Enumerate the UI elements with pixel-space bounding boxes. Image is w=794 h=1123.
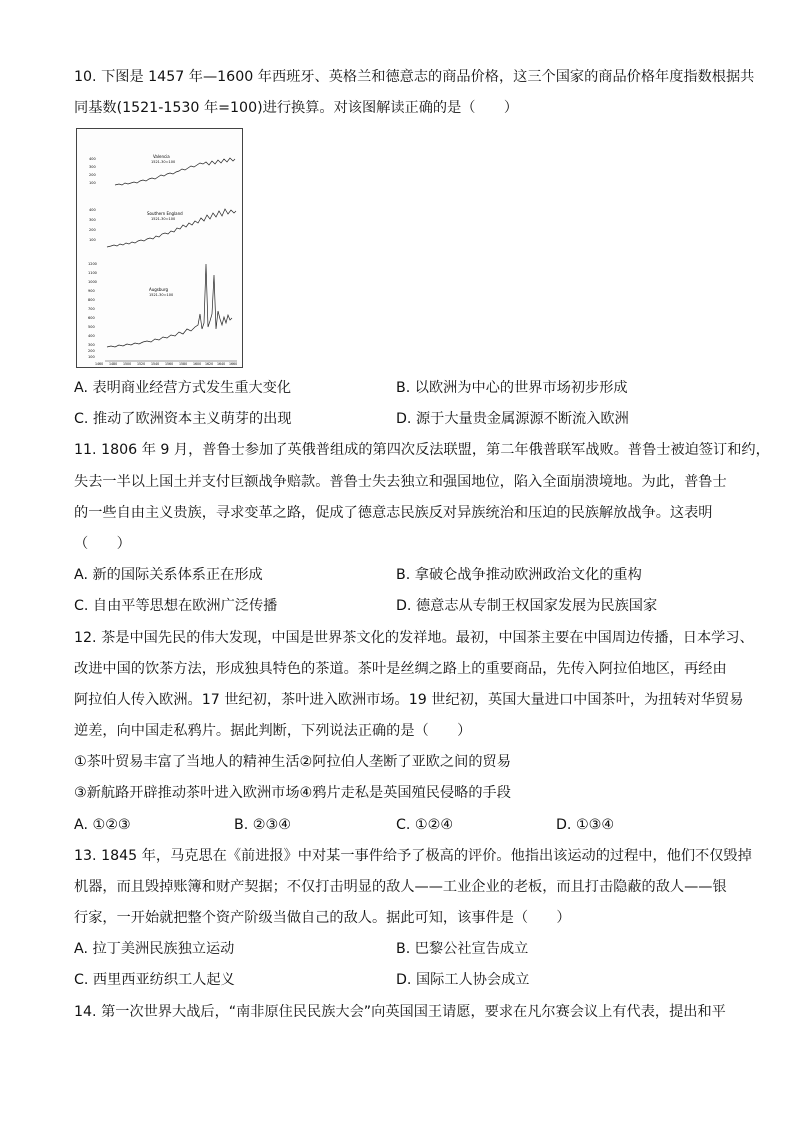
- q12-option-a: A. ①②③: [74, 817, 131, 833]
- x-tick-label: 1580: [179, 362, 188, 366]
- y-tick-label: 100: [89, 181, 96, 185]
- x-axis-labels: [95, 362, 237, 366]
- x-tick-label: 1480: [109, 362, 118, 366]
- q11-option-a: A. 新的国际关系体系正在形成: [74, 567, 263, 583]
- x-tick-label: 1540: [151, 362, 160, 366]
- y-tick-label: 700: [88, 307, 95, 311]
- y-tick-label: 1100: [88, 271, 97, 275]
- y-tick-label: 1000: [88, 280, 97, 284]
- augsburg-price-line: [107, 264, 232, 347]
- q13-stem-line1: 13. 1845 年，马克思在《前进报》中对某一事件给予了极高的评价。他指出该运动的过程中，他们不仅毁掉: [74, 848, 752, 864]
- q11-option-d: D. 德意志从专制王权国家发展为民族国家: [396, 598, 658, 614]
- y-tick-label: 900: [88, 289, 95, 293]
- q11-stem-line3: 的一些自由主义贵族，寻求变革之路，促成了德意志民族反对异族统治和压迫的民族解放战争。这表明: [74, 505, 713, 521]
- x-tick-label: 1660: [229, 362, 238, 366]
- q13-option-a: A. 拉丁美洲民族独立运动: [74, 941, 235, 957]
- y-tick-label: 300: [88, 343, 95, 347]
- q13-option-d: D. 国际工人协会成立: [396, 972, 530, 988]
- q12-stem-line3: 阿拉伯人传入欧洲。17 世纪初，茶叶进入欧洲市场。19 世纪初，英国大量进口中国茶叶，为扭转对华贸易: [74, 692, 744, 708]
- x-tick-label: 1520: [137, 362, 146, 366]
- q12-stem-line4: 逆差，向中国走私鸦片。据此判断，下列说法正确的是（ ）: [74, 723, 472, 739]
- q11-stem-line2: 失去一半以上国土并支付巨额战争赔款。普鲁士失去独立和强国地位，陷入全面崩溃境地。为此，普鲁士: [74, 474, 727, 490]
- y-tick-label: 1200: [88, 262, 97, 266]
- x-tick-label: 1640: [217, 362, 226, 366]
- y-tick-label: 400: [89, 157, 96, 161]
- q12-option-b: B. ②③④: [234, 817, 291, 833]
- y-tick-label: 100: [89, 238, 96, 242]
- y-tick-label: 300: [89, 165, 96, 169]
- q11-stem-line4: （ ）: [74, 536, 131, 552]
- q12-statements-1: ①茶叶贸易丰富了当地人的精神生活②阿拉伯人垄断了亚欧之间的贸易: [74, 754, 511, 770]
- q12-option-c: C. ①②④: [396, 817, 454, 833]
- y-tick-label: 200: [89, 173, 96, 177]
- y-tick-label: 200: [88, 349, 95, 353]
- q10-option-d: D. 源于大量贵金属源源不断流入欧洲: [396, 411, 629, 427]
- q14-stem-line1: 14. 第一次世界大战后，“南非原住民民族大会”向英国国王请愿，要求在凡尔赛会议上有代表，提出和平: [74, 1004, 726, 1020]
- panel-title: Valencia: [153, 154, 170, 159]
- panel-augsburg: [88, 262, 237, 361]
- q10-option-c: C. 推动了欧洲资本主义萌芽的出现: [74, 411, 292, 427]
- q11-option-b: B. 拿破仑战争推动欧洲政治文化的重构: [396, 567, 642, 583]
- x-tick-label: 1620: [205, 362, 214, 366]
- panel-southern-england: [89, 208, 236, 247]
- panel-subtitle: 1521-30=100: [149, 293, 174, 297]
- x-tick-label: 1500: [123, 362, 132, 366]
- y-tick-label: 800: [88, 298, 95, 302]
- q10-stem-line1: 10. 下图是 1457 年—1600 年西班牙、英格兰和德意志的商品价格，这三个国家的商品价格年度指数根据共: [74, 69, 755, 85]
- x-tick-label: 1560: [165, 362, 174, 366]
- q12-stem-line2: 改进中国的饮茶方法，形成独具特色的茶道。茶叶是丝绸之路上的重要商品，先传入阿拉伯地区，再经由: [74, 661, 727, 677]
- q11-stem-line1: 11. 1806 年 9 月，普鲁士参加了英俄普组成的第四次反法联盟，第二年俄普联军战败。普鲁士被迫签订和约，: [74, 442, 770, 458]
- panel-subtitle: 1521-30=100: [151, 160, 176, 164]
- q13-stem-line2: 机器，而且毁掉账簿和财产契据；不仅打击明显的敌人——工业企业的老板，而且打击隐蔽的敌人——银: [74, 879, 727, 895]
- q10-option-a: A. 表明商业经营方式发生重大变化: [74, 380, 292, 396]
- q12-option-d: D. ①③④: [556, 817, 615, 833]
- q13-option-c: C. 西里西亚纺织工人起义: [74, 972, 235, 988]
- x-tick-label: 1600: [193, 362, 202, 366]
- q11-option-c: C. 自由平等思想在欧洲广泛传播: [74, 598, 278, 614]
- q13-option-b: B. 巴黎公社宣告成立: [396, 941, 529, 957]
- q10-option-b: B. 以欧洲为中心的世界市场初步形成: [396, 380, 628, 396]
- q13-stem-line3: 行家，一开始就把整个资产阶级当做自己的敌人。据此可知，该事件是（ ）: [74, 910, 571, 926]
- y-tick-label: 200: [89, 228, 96, 232]
- panel-title: Augsburg: [149, 287, 169, 292]
- panel-subtitle: 1521-30=100: [151, 217, 176, 221]
- price-index-figure: [76, 128, 243, 368]
- panel-valencia: [89, 154, 235, 185]
- y-tick-label: 100: [88, 355, 95, 359]
- panel-title: Southern England: [147, 211, 183, 216]
- x-tick-label: 1460: [95, 362, 104, 366]
- y-tick-label: 600: [88, 316, 95, 320]
- y-tick-label: 500: [88, 325, 95, 329]
- q10-stem-line2: 同基数(1521-1530 年=100)进行换算。对该图解读正确的是（ ）: [74, 100, 519, 116]
- q12-statements-2: ③新航路开辟推动茶叶进入欧洲市场④鸦片走私是英国殖民侵略的手段: [74, 785, 511, 801]
- y-tick-label: 300: [89, 218, 96, 222]
- y-tick-label: 400: [89, 208, 96, 212]
- y-tick-label: 400: [88, 334, 95, 338]
- q12-stem-line1: 12. 茶是中国先民的伟大发现，中国是世界茶文化的发祥地。最初，中国茶主要在中国周边传播，日本学习、: [74, 630, 754, 646]
